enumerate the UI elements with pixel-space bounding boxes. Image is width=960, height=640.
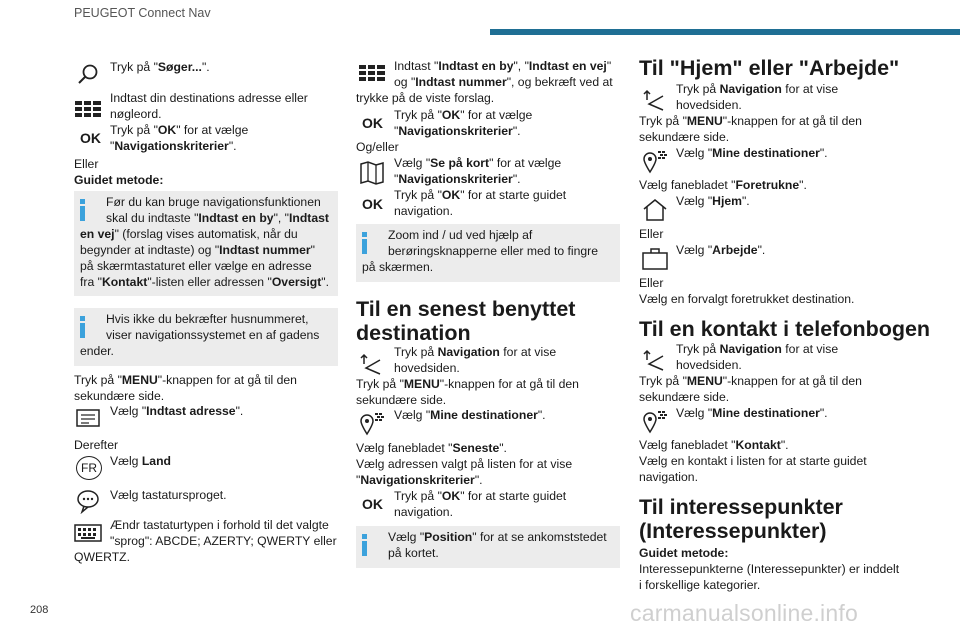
section-heading: Til en kontakt i telefonbogen	[639, 317, 931, 341]
address-list-icon	[74, 405, 102, 431]
text-line: Vælg tastatursproget.	[110, 488, 227, 502]
text-line: navigation.	[394, 505, 453, 519]
map-icon	[358, 160, 386, 186]
text-line: "Navigationskriterier".	[356, 473, 483, 487]
ok-icon: OK	[80, 130, 101, 146]
text-line: Interessepunkterne (Interessepunkter) er inddelt	[639, 562, 900, 576]
text-line: Vælg "Hjem".	[676, 194, 750, 208]
text-line: QWERTZ.	[74, 550, 130, 564]
section-heading: (Interessepunkter)	[639, 519, 827, 543]
my-destinations-icon	[358, 410, 386, 436]
text-line: navigation.	[639, 470, 698, 484]
text-line: "Navigationskriterier".	[394, 172, 521, 186]
text-line: hovedsiden.	[394, 361, 460, 375]
info-note: Hvis ikke du bekræfter husnummeret, viser navigationssystemet en af gadens ender.	[74, 308, 338, 366]
text-line: hovedsiden.	[676, 98, 742, 112]
keyboard-type-icon	[74, 520, 102, 546]
country-flag-icon: FR	[76, 456, 102, 480]
section-heading: Til en senest benyttet	[356, 297, 576, 321]
text-line: "sprog": ABCDE; AZERTY; QWERTY eller	[110, 534, 337, 548]
text-line: Ændr tastaturtypen i forhold til det valgte	[110, 518, 329, 532]
text-line: Tryk på Navigation for at vise	[676, 82, 839, 96]
info-note: Vælg "Position" for at se ankomststedet på kortet.	[356, 526, 620, 568]
text-line: sekundære side.	[74, 389, 165, 403]
my-destinations-icon	[641, 408, 669, 434]
home-icon	[641, 197, 669, 223]
info-icon	[362, 232, 367, 254]
search-icon	[74, 61, 102, 87]
keyboard-icon	[358, 61, 386, 87]
text-line: Tryk på "Søger...".	[110, 60, 210, 74]
text-line: Tryk på "MENU"-knappen for at gå til den	[74, 373, 297, 387]
text-line: Tryk på "MENU"-knappen for at gå til den	[639, 374, 862, 388]
info-icon	[80, 199, 85, 221]
text-line: Vælg en kontakt i listen for at starte guidet	[639, 454, 867, 468]
header-accent-bar	[490, 29, 960, 35]
text-line: navigation.	[394, 204, 453, 218]
text-line: Eller	[74, 157, 99, 171]
watermark: carmanualsonline.info	[630, 600, 858, 626]
keyboard-icon	[74, 97, 102, 123]
section-heading: destination	[356, 321, 471, 345]
page-number: 208	[30, 604, 49, 616]
text-line: Derefter	[74, 438, 119, 452]
subheading: Guidet metode:	[74, 173, 164, 187]
text-line: Vælg Land	[110, 454, 171, 468]
text-line: Tryk på Navigation for at vise	[676, 342, 839, 356]
text-line: Vælg "Arbejde".	[676, 243, 766, 257]
ok-icon: OK	[362, 115, 383, 131]
text-line: Vælg "Indtast adresse".	[110, 404, 244, 418]
text-line: Tryk på "OK" for at starte guidet	[394, 188, 567, 202]
text-line: og "Indtast nummer", og bekræft ved at	[394, 75, 613, 89]
text-line: Vælg "Mine destinationer".	[676, 406, 828, 420]
navigation-icon	[641, 346, 669, 372]
text-line: Tryk på "MENU"-knappen for at gå til den	[639, 114, 862, 128]
language-bubble-icon	[74, 488, 102, 514]
text-line: Eller	[639, 227, 664, 241]
text-line: trykke på de viste forslag.	[356, 91, 495, 105]
text-line: Tryk på "OK" for at vælge	[110, 123, 249, 137]
info-icon	[80, 316, 85, 338]
text-line: Tryk på "MENU"-knappen for at gå til den	[356, 377, 579, 391]
text-line: Indtast din destinations adresse eller	[110, 91, 308, 105]
text-line: Vælg en forvalgt foretrukket destination.	[639, 292, 855, 306]
ok-icon: OK	[362, 496, 383, 512]
text-line: nøgleord.	[110, 107, 162, 121]
text-line: sekundære side.	[639, 390, 730, 404]
section-heading: Til "Hjem" eller "Arbejde"	[639, 56, 900, 80]
text-line: Vælg adressen valgt på listen for at vise	[356, 457, 573, 471]
section-heading: Til interessepunkter	[639, 495, 843, 519]
briefcase-icon	[641, 246, 669, 272]
text-line: hovedsiden.	[676, 358, 742, 372]
text-line: Vælg "Mine destinationer".	[676, 146, 828, 160]
text-line: Vælg fanebladet "Seneste".	[356, 441, 507, 455]
info-note: Zoom ind / ud ved hjælp af berøringsknapperne eller med to fingre på skærmen.	[356, 224, 620, 282]
text-line: Tryk på "OK" for at vælge	[394, 108, 533, 122]
my-destinations-icon	[641, 148, 669, 174]
text-line: Vælg "Mine destinationer".	[394, 408, 546, 422]
text-line: Og/eller	[356, 140, 399, 154]
text-line: Vælg "Se på kort" for at vælge	[394, 156, 562, 170]
text-line: Indtast "Indtast en by", "Indtast en vej"	[394, 59, 612, 73]
text-line: Vælg fanebladet "Foretrukne".	[639, 178, 807, 192]
text-line: i forskellige kategorier.	[639, 578, 761, 592]
subheading: Guidet metode:	[639, 546, 729, 560]
text-line: sekundære side.	[639, 130, 730, 144]
navigation-icon	[641, 86, 669, 112]
info-note: Før du kan bruge navigationsfunktionen skal du indtaste "Indtast en by", "Indtast en vej" (forslag vises automatisk, når du begynder at indtaste) og "Indtast nummer" på skærmtastaturet eller vælge en adresse fra "Kontakt"-listen eller adressen "Oversigt".	[74, 191, 338, 296]
info-icon	[362, 534, 367, 556]
text-line: Tryk på "OK" for at starte guidet	[394, 489, 567, 503]
header-title: PEUGEOT Connect Nav	[74, 6, 211, 20]
text-line: "Navigationskriterier".	[110, 139, 237, 153]
text-line: Eller	[639, 276, 664, 290]
text-line: Vælg fanebladet "Kontakt".	[639, 438, 789, 452]
ok-icon: OK	[362, 196, 383, 212]
text-line: sekundære side.	[356, 393, 447, 407]
text-line: Tryk på Navigation for at vise	[394, 345, 557, 359]
navigation-icon	[358, 350, 386, 376]
text-line: "Navigationskriterier".	[394, 124, 521, 138]
